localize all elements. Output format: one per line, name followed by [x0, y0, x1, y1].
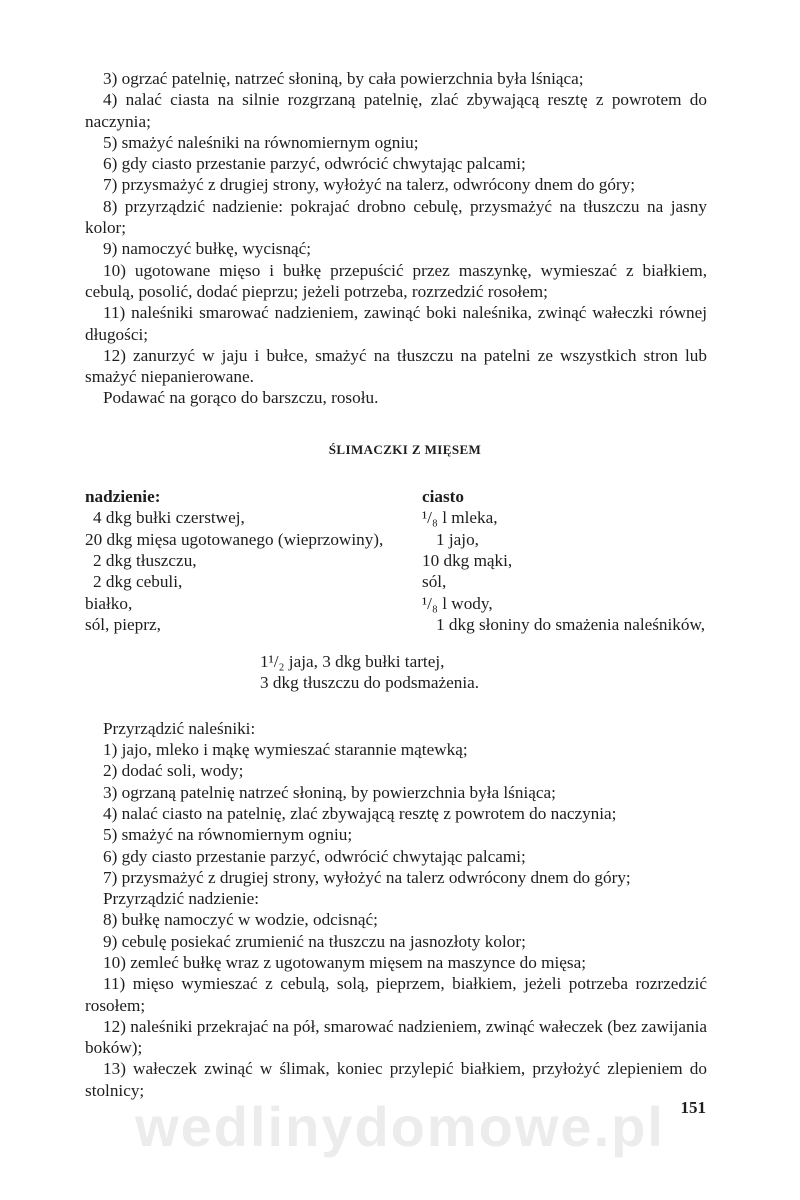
step: 7) przysmażyć z drugiej strony, wyłożyć na talerz odwrócony dnem do góry;: [103, 867, 631, 887]
coating-ingredients: [260, 651, 707, 694]
filling-heading: nadzienie:: [85, 487, 161, 507]
serving-note: Podawać na gorąco do barszczu, rosołu.: [103, 388, 379, 408]
ingredient: 10 dkg mąki,: [422, 550, 513, 570]
page-number: 151: [680, 1098, 706, 1117]
ingredient: 2 dkg cebuli,: [93, 572, 183, 592]
step: 4) nalać ciasta na silnie rozgrzaną patelnię, zlać zbywającą resztę z powrotem do naczynia;: [85, 90, 707, 131]
ingredient: 4 dkg bułki czerstwej,: [93, 508, 245, 528]
section-heading: Przyrządzić naleśniki:: [103, 718, 256, 738]
ingredient: 2 dkg tłuszczu,: [93, 550, 197, 570]
coating-line: 1¹/₂ jaja, 3 dkg bułki tartej,: [260, 652, 445, 672]
step: 4) nalać ciasto na patelnię, zlać zbywającą resztę z powrotem do naczynia;: [103, 803, 617, 823]
step: 6) gdy ciasto przestanie parzyć, odwrócić chwytając palcami;: [103, 154, 526, 174]
filling-instructions: [85, 888, 707, 1101]
step: 11) naleśniki smarować nadzieniem, zawinąć boki naleśnika, zwinąć wałeczki równej długości;: [85, 303, 707, 344]
coating-line: 3 dkg tłuszczu do podsmażenia.: [260, 673, 480, 693]
step: 9) cebulę posiekać zrumienić na tłuszczu na jasnozłoty kolor;: [103, 931, 526, 951]
step: 5) smażyć naleśniki na równomiernym ogniu;: [103, 132, 419, 152]
step: 3) ogrzać patelnię, natrzeć słoniną, by cała powierzchnia była lśniąca;: [103, 69, 584, 88]
step: 7) przysmażyć z drugiej strony, wyłożyć na talerz, odwrócony dnem do góry;: [103, 175, 636, 195]
watermark: wedlinydomowe.pl: [135, 1095, 665, 1158]
step: 10) zemleć bułkę wraz z ugotowanym mięsem na maszynce do mięsa;: [103, 952, 586, 972]
step: 12) naleśniki przekrajać na pół, smarować nadzieniem, zwinąć wałeczek (bez zawijania boków);: [85, 1016, 707, 1058]
ingredient: ¹/₈ l wody,: [422, 593, 493, 613]
dough-ingredients: [422, 486, 707, 635]
step: 10) ugotowane mięso i bułkę przepuścić przez maszynkę, wymieszać z białkiem, cebulą, posolić, dodać pieprzu; jeżeli potrzeba, rozrzedzić rosołem;: [85, 260, 707, 301]
step: 6) gdy ciasto przestanie parzyć, odwrócić chwytając palcami;: [103, 846, 526, 866]
ingredient: 20 dkg mięsa ugotowanego (wieprzowiny),: [85, 529, 384, 549]
ingredient: sól, pieprz,: [85, 614, 161, 634]
step: 1) jajo, mleko i mąkę wymieszać starannie mątewką;: [103, 740, 468, 760]
step: 5) smażyć na równomiernym ogniu;: [103, 825, 353, 845]
ingredients: [85, 486, 707, 635]
step: 11) mięso wymieszać z cebulą, solą, pieprzem, białkiem, jeżeli potrzeba rozrzedzić rosołem;: [85, 974, 707, 1015]
ingredient: ¹/₈ l mleka,: [422, 508, 498, 528]
continued-steps: [85, 68, 707, 409]
dough-heading: ciasto: [422, 487, 465, 507]
ingredient: białko,: [85, 593, 133, 613]
ingredient: 1 jajo,: [436, 529, 479, 549]
step: 3) ogrzaną patelnię natrzeć słoniną, by powierzchnia była lśniąca;: [103, 782, 556, 802]
step: 13) wałeczek zwinąć w ślimak, koniec przylepić białkiem, przyłożyć zlepieniem do stolnicy;: [85, 1059, 707, 1100]
step: 12) zanurzyć w jaju i bułce, smażyć na tłuszczu na patelni ze wszystkich stron lub smażyć niepanierowane.: [85, 345, 707, 387]
pancake-instructions: [85, 718, 707, 888]
section-heading: Przyrządzić nadzienie:: [103, 889, 260, 909]
step: 8) bułkę namoczyć w wodzie, odcisnąć;: [103, 910, 378, 930]
filling-ingredients: [85, 486, 385, 635]
step: 9) namoczyć bułkę, wycisnąć;: [103, 239, 312, 259]
ingredient: 1 dkg słoniny do smażenia naleśników,: [436, 614, 706, 634]
ingredient: sól,: [422, 572, 447, 592]
page-text: [85, 68, 707, 1101]
recipe-title: ŚLIMACZKI Z MIĘSEM: [328, 441, 482, 457]
step: 8) przyrządzić nadzienie: pokrajać drobno cebulę, przysmażyć na tłuszczu na jasny kolor;: [85, 196, 707, 238]
step: 2) dodać soli, wody;: [103, 761, 244, 781]
